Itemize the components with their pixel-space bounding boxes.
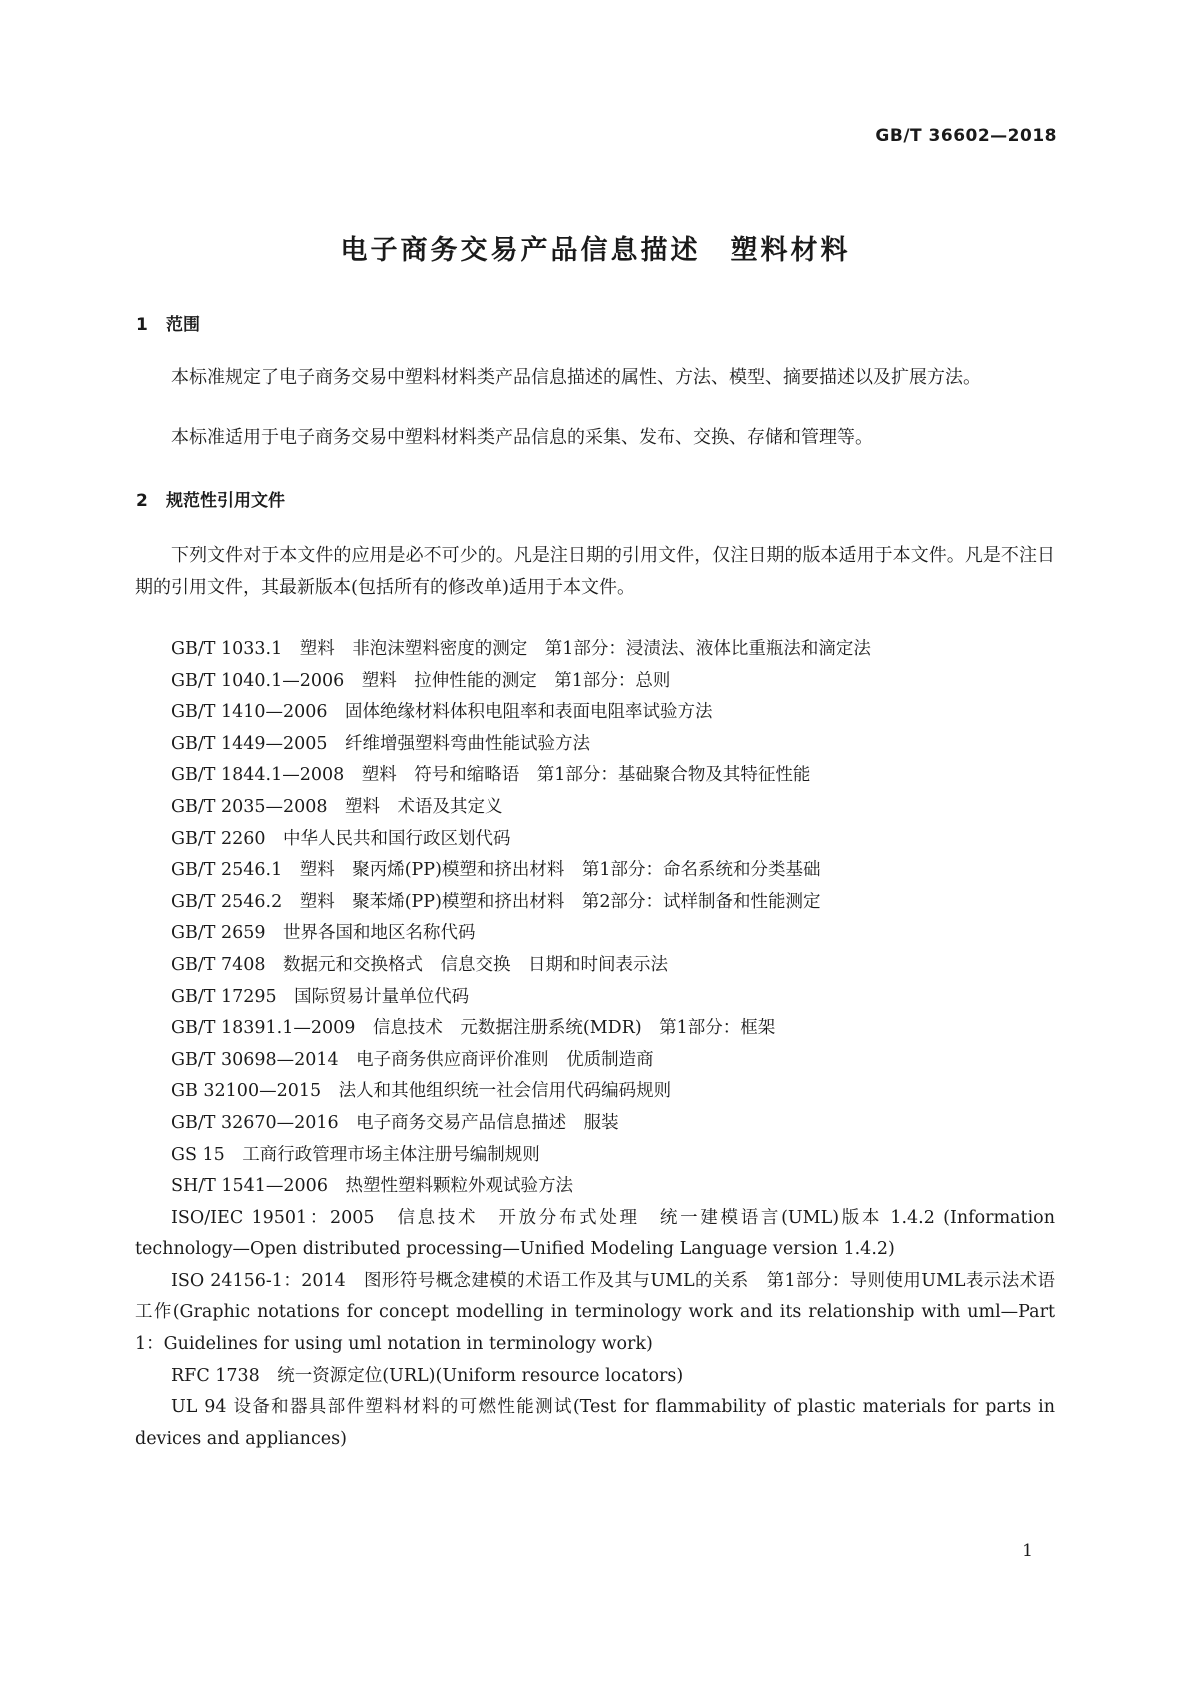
reference-item: GB 32100—2015 法人和其他组织统一社会信用代码编码规则: [171, 1081, 672, 1102]
reference-item: ISO/IEC 19501：2005 信息技术 开放分布式处理 统一建模语言(UML)版本 1.4.2 (Information technology—Open distributed processing—Unified Modeling Language version 1.4.2): [135, 1207, 1055, 1260]
section-1-paragraph-2: 本标准适用于电子商务交易中塑料材料类产品信息的采集、发布、交换、存储和管理等。: [171, 427, 873, 448]
reference-item: GB/T 17295 国际贸易计量单位代码: [171, 986, 470, 1007]
reference-item: UL 94 设备和器具部件塑料材料的可燃性能测试(Test for flammability of plastic materials for parts in devices and appliances): [135, 1397, 1055, 1449]
section-2-heading: [136, 486, 285, 511]
section-1-paragraph-1: 本标准规定了电子商务交易中塑料材料类产品信息描述的属性、方法、模型、摘要描述以及扩展方法。: [171, 367, 981, 388]
section-2-paragraph-1: 下列文件对于本文件的应用是必不可少的。凡是注日期的引用文件，仅注日期的版本适用于本文件。凡是不注日期的引用文件，其最新版本(包括所有的修改单)适用于本文件。: [135, 545, 1055, 598]
reference-item: GB/T 2546.2 塑料 聚苯烯(PP)模塑和挤出材料 第2部分：试样制备和性能测定: [171, 891, 821, 912]
reference-item: GB/T 18391.1—2009 信息技术 元数据注册系统(MDR) 第1部分：框架: [171, 1018, 776, 1039]
section-1-title: 范围: [166, 315, 200, 335]
reference-item: GB/T 1410—2006 固体绝缘材料体积电阻率和表面电阻率试验方法: [171, 702, 713, 723]
reference-item: GS 15 工商行政管理市场主体注册号编制规则: [171, 1144, 540, 1165]
reference-item: GB/T 30698—2014 电子商务供应商评价准则 优质制造商: [171, 1049, 654, 1070]
reference-item: GB/T 2659 世界各国和地区名称代码: [171, 923, 476, 944]
standard-code: GB/T 36602—2018: [875, 126, 1057, 146]
section-1-heading: [136, 310, 200, 335]
reference-item: GB/T 2546.1 塑料 聚丙烯(PP)模塑和挤出材料 第1部分：命名系统和分类基础: [171, 860, 821, 881]
reference-item: GB/T 1033.1 塑料 非泡沫塑料密度的测定 第1部分：浸渍法、液体比重瓶法和滴定法: [171, 639, 871, 659]
page-number: 1: [1022, 1541, 1033, 1561]
reference-item: GB/T 2260 中华人民共和国行政区划代码: [171, 828, 511, 849]
reference-item: GB/T 2035—2008 塑料 术语及其定义: [171, 796, 503, 817]
reference-item: GB/T 1449—2005 纤维增强塑料弯曲性能试验方法: [171, 733, 591, 754]
section-1-number: 1: [136, 315, 148, 335]
reference-item: SH/T 1541—2006 热塑性塑料颗粒外观试验方法: [171, 1176, 573, 1197]
reference-item: RFC 1738 统一资源定位(URL)(Uniform resource locators): [171, 1365, 684, 1386]
reference-item: GB/T 32670—2016 电子商务交易产品信息描述 服装: [171, 1112, 619, 1133]
reference-item: ISO 24156-1：2014 图形符号概念建模的术语工作及其与UML的关系 第1部分：导则使用UML表示法术语工作(Graphic notations for concept modelling in terminology work and its relationship with uml—Part 1：Guidelines for using uml notation in terminology work): [135, 1270, 1055, 1355]
section-2-number: 2: [136, 491, 148, 511]
reference-item: GB/T 1040.1—2006 塑料 拉伸性能的测定 第1部分：总则: [171, 670, 671, 691]
reference-item: GB/T 7408 数据元和交换格式 信息交换 日期和时间表示法: [171, 954, 669, 975]
document-title: 电子商务交易产品信息描述 塑料材料: [340, 235, 851, 266]
reference-list: [135, 634, 1055, 1455]
section-2-title: 规范性引用文件: [166, 491, 285, 511]
reference-item: GB/T 1844.1—2008 塑料 符号和缩略语 第1部分：基础聚合物及其特征性能: [171, 765, 811, 786]
